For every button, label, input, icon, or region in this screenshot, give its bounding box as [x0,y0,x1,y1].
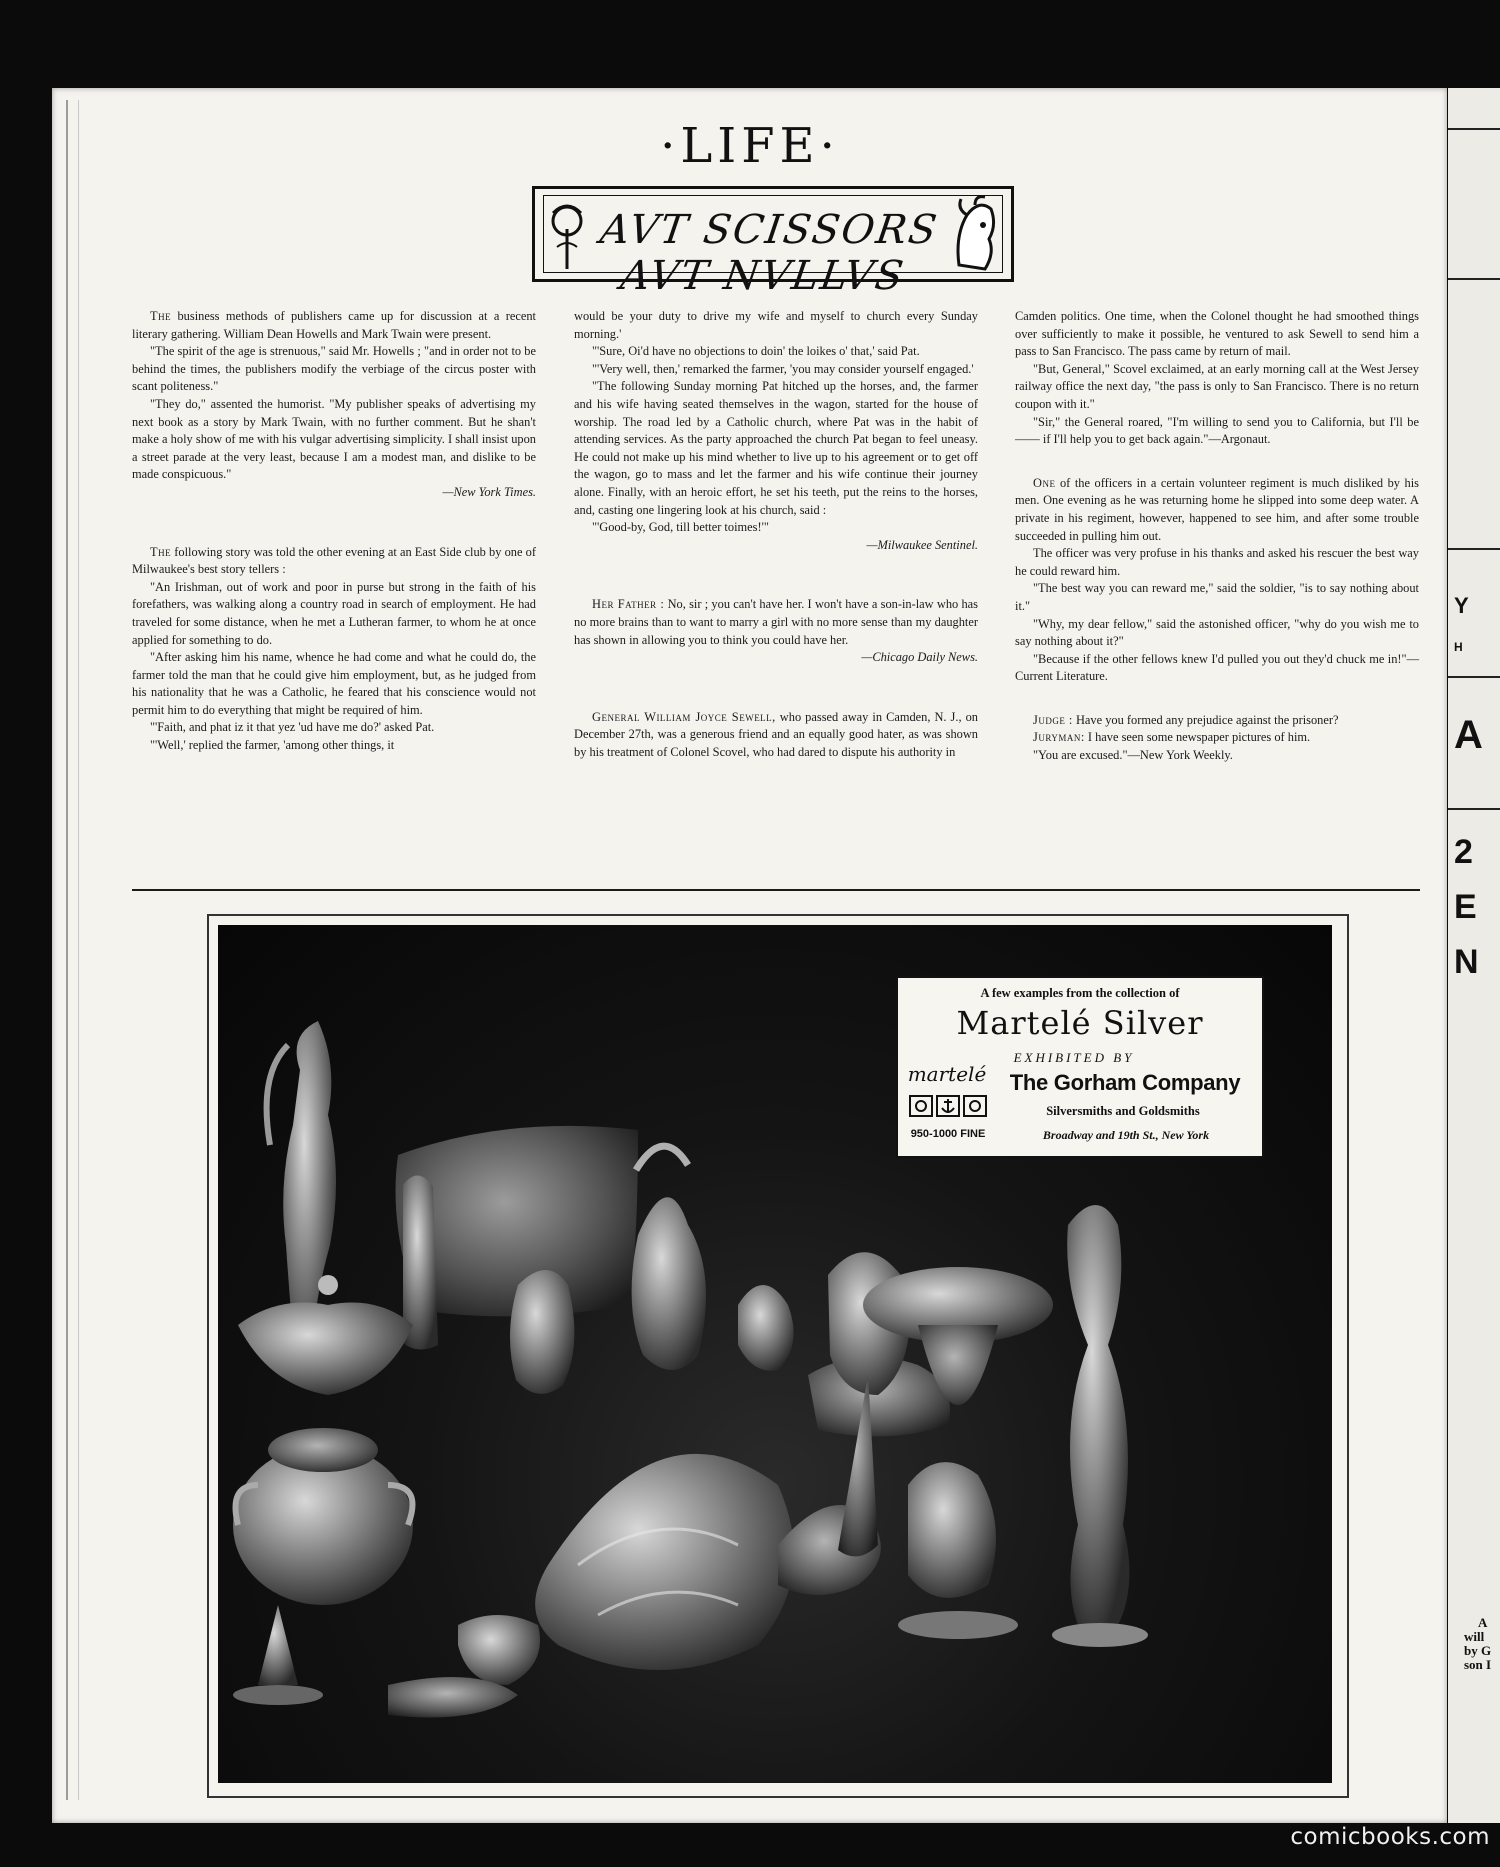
paragraph-text: "They do," assented the humorist. "My publisher speaks of advertising my next book as a story by Mark Twain, with no further comment. But he shan't make a holy show of me with his vulgar advertising simplicity. I shall insist upon a street parade at the very least, because I am a modest man, and dislike to be made conspicuous." [132,396,536,482]
paragraph-gap [574,683,978,709]
paragraph-gap [1015,686,1419,712]
paragraph-text: "'Well,' replied the farmer, 'among other things, it [150,738,395,753]
banner-title: AVT SCISSORS AVT NVLLVS [597,207,942,299]
paragraph-text: "'Good-by, God, till better toimes!'" [592,520,769,535]
paragraph-text: "But, General," Scovel exclaimed, at an early morning call at the West Jersey railway office the next day, "the pass is only to San Francisco. There is no return coupon with it." [1015,361,1419,411]
next-page-glyph: A [1454,713,1483,757]
paragraph-gap [1015,449,1419,475]
ad-intro-text: A few examples from the collection of [980,986,1180,1000]
paragraph-text: "'Sure, Oi'd have no objections to doin' the loikes o' that,' said Pat. [592,344,920,359]
paragraph-text: "'Very well, then,' remarked the farmer, 'you may consider yourself engaged.' [592,361,974,376]
article-paragraph [1015,545,1419,580]
masthead-title: ·LIFE· [660,118,840,174]
article-paragraph [574,519,978,537]
paragraph-text: Camden politics. One time, when the Colonel thought he had smoothed things over sufficiently to make it possible, he ventured to ask Sewell to send him a pass to San Francisco. The pass came by return of mail. [1015,309,1419,359]
section-divider [132,889,1420,891]
adjacent-page-strip [1448,88,1500,1823]
next-page-snippet: A [1478,1615,1488,1630]
next-page-snippet: will [1464,1629,1485,1644]
profile-portrait-icon [945,195,1001,273]
paragraph-lead-in: One [1033,475,1056,490]
article-paragraph [574,308,978,343]
article-paragraph [132,544,536,579]
ad-exhibited-by: EXHIBITED BY [1013,1050,1135,1065]
paragraph-text: business methods of publishers came up for discussion at a recent literary gathering. William Dean Howells and Mark Twain were present. [132,309,536,341]
article-paragraph [1015,616,1419,651]
paragraph-text: "An Irishman, out of work and poor in purse but strong in the faith of his forefathers, was walking along a country road in search of employment. He had traveled for some distance, when he met a Lutheran farmer, to whom he at once applied for something to do. [132,579,536,647]
paragraph-text: would be your duty to drive my wife and myself to church every Sunday morning.' [574,309,978,341]
text-column-middle [574,308,978,761]
article-source: —Chicago Daily News. [861,650,978,665]
paragraph-lead-in: The [150,309,172,323]
ad-company-tagline: Silversmiths and Goldsmiths [1046,1104,1200,1118]
paragraph-text: "'Faith, and phat iz it that yez 'ud have me do?' asked Pat. [150,720,435,735]
article-paragraph [1015,747,1419,765]
article-paragraph [1015,580,1419,615]
article-paragraph [132,579,536,649]
article-paragraph [132,737,536,755]
ad-product-title: Martelé Silver [956,1004,1204,1042]
article-paragraph [1015,308,1419,361]
article-paragraph [574,343,978,361]
thistle-ornament-icon [545,199,589,271]
next-page-glyph: Y [1454,593,1469,618]
ad-address: Broadway and 19th St., New York [1042,1128,1210,1142]
paragraph-text: No, sir ; you can't have her. I won't have a son-in-law who has no more brains than to want to marry a girl with no more sense than my daughter has shown in allowing you to think you could have her. [574,597,978,647]
paragraph-lead-in: Juryman: [1033,730,1085,745]
paragraph-text: "After asking him his name, whence he had come and what he could do, the farmer told the man that he could give him employment, but, as he judged from his nationality that he was a Catholic, he feared that his conscience would not permit him to do everything that might be required of him. [132,650,536,717]
paragraph-text: "Why, my dear fellow," said the astonished officer, "why do you wish me to say nothing about it?" [1015,616,1419,649]
paragraph-text: "Because if the other fellows knew I'd pulled you out they'd chuck me in!"—Current Literature. [1015,651,1419,684]
paragraph-gap [574,570,978,596]
paragraph-text: following story was told the other evening at an East Side club by one of Milwaukee's best story tellers : [132,544,536,577]
paragraph-text: The officer was very profuse in his thanks and asked his rescuer the best way he could reward him. [1015,546,1419,578]
paragraph-lead-in: General William Joyce Sewell, [592,709,776,724]
article-paragraph [574,361,978,379]
watermark-brand: comicbooks.com [1290,1824,1490,1850]
article-source: —Milwaukee Sentinel. [866,537,978,552]
page-binding-edge [66,100,79,1800]
paragraph-text: "The best way you can reward me," said the soldier, "is to say nothing about it." [1015,581,1419,613]
article-paragraph [132,649,536,719]
article-paragraph [574,709,978,762]
text-column-right [1015,308,1419,765]
paragraph-lead-in: The [150,544,172,559]
paragraph-gap [132,518,536,544]
next-page-snippet: by G [1464,1643,1492,1658]
paragraph-text: "The following Sunday morning Pat hitched up the horses, and, the farmer and his wife having seated themselves in the wagon, started for the house of worship. The road led by a Catholic church, where Pat was in the habit of attending services. As the party approached the church Pat began to feel uneasy. He could not make up his mind whether to live up to his agreement or to get off the wagon, go to mass and let the farmer and his wife continue their journey alone. Finally, with an heroic effort, he set his teeth, put the reins to the horses, and, casting one lingering look at his church, said : [574,379,978,517]
article-paragraph [132,719,536,737]
article-paragraph [574,378,978,519]
ad-company-name: The Gorham Company [1009,1070,1241,1095]
paragraph-text: "You are excused."—New York Weekly. [1033,748,1233,763]
next-page-glyph: 2 [1454,833,1473,871]
article-paragraph [1015,712,1419,730]
paragraph-text: "Sir," the General roared, "I'm willing to send you to California, but I'll be —— if I'll help you to get back again."—Argonaut. [1015,414,1419,447]
fineness-mark: 950-1000 FINE [910,1128,986,1140]
article-source: —New York Times. [442,484,536,499]
advertisement-text-box [896,976,1264,1158]
paragraph-text: who passed away in Camden, N. J., on December 27th, was a generous friend and an equally good hater, as was shown by his treatment of Colonel Scovel, who had dared to dispute his authority in [574,709,978,759]
article-paragraph [132,396,536,484]
section-banner [532,186,1014,299]
paragraph-lead-in: Judge : [1033,712,1073,727]
hallmark-stamps-icon [908,1094,988,1118]
article-paragraph [132,308,536,343]
article-paragraph [1015,475,1419,545]
next-page-snippet: son I [1464,1657,1492,1672]
paragraph-lead-in: Her Father : [592,597,665,612]
next-page-glyph: H [1454,640,1463,654]
paragraph-text: I have seen some newspaper pictures of him. [1084,730,1311,745]
next-page-glyph: N [1454,943,1479,981]
article-paragraph [1015,729,1419,747]
martele-hallmark-logo: martelé [907,1062,987,1086]
paragraph-text: Have you formed any prejudice against the prisoner? [1072,712,1339,727]
article-paragraph [1015,414,1419,449]
article-paragraph [132,343,536,396]
article-paragraph [1015,651,1419,686]
article-paragraph [1015,361,1419,414]
next-page-glyph: E [1454,888,1477,926]
paragraph-text: "The spirit of the age is strenuous," said Mr. Howells ; "and in order not to be behind the times, the publishers modify the verbiage of the circus poster with scant politeness." [132,344,536,394]
text-column-left [132,308,536,755]
paragraph-text: of the officers in a certain volunteer regiment is much disliked by his men. One evening as he was returning home he slipped into some deep water. A private in his regiment, however, happened to see him, and after some trouble succeeded in pulling him out. [1015,475,1419,543]
article-paragraph [574,596,978,649]
